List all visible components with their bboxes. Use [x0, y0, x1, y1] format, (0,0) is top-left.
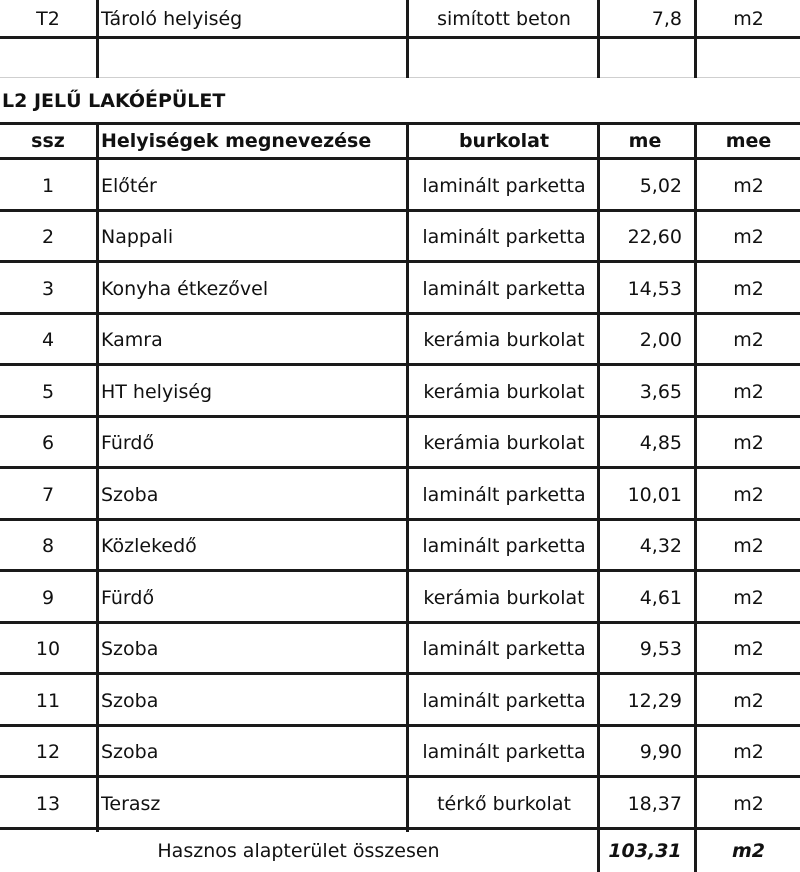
grid-line — [406, 122, 409, 832]
grid-line — [96, 0, 99, 78]
header-ssz: ssz — [31, 130, 65, 152]
header-me: me — [628, 130, 662, 152]
cell-mee: m2 — [733, 174, 764, 197]
watermark — [568, 90, 575, 101]
table-row-prev — [0, 0, 800, 38]
cell-name: Előtér — [101, 174, 157, 197]
grid-line — [0, 672, 800, 675]
grid-line — [0, 415, 800, 418]
grid-line — [406, 0, 409, 78]
cell-ssz: 9 — [41, 586, 55, 609]
table-row — [0, 315, 800, 367]
cell-me: 4,61 — [639, 586, 682, 609]
table-row — [0, 624, 800, 676]
table-row — [0, 572, 800, 624]
grid-line — [0, 466, 800, 469]
cell-ssz: 12 — [35, 741, 61, 764]
table-row — [0, 366, 800, 418]
header-burkolat: burkolat — [458, 130, 550, 152]
cell-mee: m2 — [733, 689, 764, 712]
total-row — [0, 829, 800, 872]
grid-line — [0, 312, 800, 315]
cell-me: 7,8 — [651, 8, 682, 30]
grid-line — [0, 260, 800, 263]
cell-name: HT helyiség — [101, 380, 213, 403]
grid-line — [0, 363, 800, 366]
cell-ssz: 6 — [41, 432, 55, 455]
grid-line — [694, 829, 697, 872]
cell-me: 4,85 — [639, 432, 682, 455]
cell-mee: m2 — [733, 8, 764, 30]
cell-ssz: 13 — [35, 792, 61, 815]
cell-me: 14,53 — [627, 277, 682, 300]
cell-name: Szoba — [101, 638, 159, 661]
cell-name: Tároló helyiség — [101, 8, 243, 30]
header-name: Helyiségek megnevezése — [101, 130, 372, 152]
cell-name: Nappali — [101, 226, 174, 249]
cell-mee: m2 — [733, 535, 764, 558]
cell-me: 10,01 — [627, 483, 682, 506]
cell-burkolat: laminált parketta — [422, 741, 586, 764]
cell-mee: m2 — [733, 432, 764, 455]
cell-burkolat: simított beton — [437, 8, 571, 30]
cell-burkolat: kerámia burkolat — [423, 432, 585, 455]
cell-mee: m2 — [733, 638, 764, 661]
cell-name: Fürdő — [101, 432, 155, 455]
table-row — [0, 263, 800, 315]
grid-line — [694, 122, 697, 832]
cell-name: Közlekedő — [101, 535, 197, 558]
grid-line — [0, 621, 800, 624]
grid-line — [96, 122, 99, 832]
cell-me: 9,90 — [639, 741, 682, 764]
cell-name: Kamra — [101, 329, 163, 352]
table-row — [0, 212, 800, 264]
table-row — [0, 675, 800, 727]
cell-ssz: 4 — [41, 329, 55, 352]
cell-mee: m2 — [733, 277, 764, 300]
cell-me: 22,60 — [627, 226, 682, 249]
cell-name: Terasz — [101, 792, 161, 815]
cell-ssz: 1 — [41, 174, 55, 197]
grid-line — [0, 724, 800, 727]
cell-burkolat: kerámia burkolat — [423, 380, 585, 403]
cell-ssz: 10 — [35, 638, 61, 661]
cell-burkolat: laminált parketta — [422, 638, 586, 661]
grid-line — [597, 0, 600, 78]
cell-mee: m2 — [733, 792, 764, 815]
table-row — [0, 521, 800, 573]
cell-ssz: 7 — [41, 483, 55, 506]
cell-mee: m2 — [733, 380, 764, 403]
table-row — [0, 469, 800, 521]
cell-ssz: 11 — [35, 689, 61, 712]
total-value: 103,31 — [608, 839, 682, 862]
total-unit: m2 — [731, 839, 766, 862]
cell-me: 5,02 — [639, 174, 682, 197]
table-row — [0, 778, 800, 830]
cell-name: Szoba — [101, 483, 159, 506]
grid-line — [0, 569, 800, 572]
grid-line — [0, 77, 800, 78]
grid-line — [0, 157, 800, 160]
grid-line — [0, 775, 800, 778]
cell-burkolat: térkő burkolat — [437, 792, 571, 815]
cell-mee: m2 — [733, 226, 764, 249]
grid-line — [0, 36, 800, 39]
cell-ssz: 8 — [41, 535, 55, 558]
cell-burkolat: kerámia burkolat — [423, 586, 585, 609]
cell-burkolat: kerámia burkolat — [423, 329, 585, 352]
cell-ssz: T2 — [36, 8, 60, 30]
total-label: Hasznos alapterület összesen — [157, 839, 440, 862]
cell-burkolat: laminált parketta — [422, 277, 586, 300]
table-row — [0, 727, 800, 779]
cell-me: 4,32 — [639, 535, 682, 558]
cell-me: 2,00 — [639, 329, 682, 352]
cell-name: Konyha étkezővel — [101, 277, 269, 300]
grid-line — [0, 209, 800, 212]
cell-mee: m2 — [733, 483, 764, 506]
table-row — [0, 418, 800, 470]
cell-name: Szoba — [101, 689, 159, 712]
cell-mee: m2 — [733, 741, 764, 764]
cell-mee: m2 — [733, 329, 764, 352]
cell-mee: m2 — [733, 586, 764, 609]
cell-me: 18,37 — [627, 792, 682, 815]
cell-burkolat: laminált parketta — [422, 535, 586, 558]
cell-name: Fürdő — [101, 586, 155, 609]
cell-me: 3,65 — [639, 380, 682, 403]
grid-line — [694, 0, 697, 78]
cell-burkolat: laminált parketta — [422, 174, 586, 197]
cell-ssz: 5 — [41, 380, 55, 403]
watermark — [318, 90, 325, 101]
cell-ssz: 3 — [41, 277, 55, 300]
section-title: L2 JELŰ LAKÓÉPÜLET — [2, 90, 226, 112]
cell-me: 9,53 — [639, 638, 682, 661]
cell-burkolat: laminált parketta — [422, 226, 586, 249]
cell-ssz: 2 — [41, 226, 55, 249]
grid-line — [597, 122, 600, 832]
table-row — [0, 160, 800, 212]
cell-burkolat: laminált parketta — [422, 689, 586, 712]
watermark — [58, 70, 65, 81]
grid-line — [0, 827, 800, 830]
table-header-row — [0, 124, 800, 158]
cell-me: 12,29 — [627, 689, 682, 712]
cell-name: Szoba — [101, 741, 159, 764]
grid-line — [0, 122, 800, 125]
grid-line — [0, 518, 800, 521]
grid-line — [597, 829, 600, 872]
header-mee: mee — [725, 130, 772, 152]
cell-burkolat: laminált parketta — [422, 483, 586, 506]
